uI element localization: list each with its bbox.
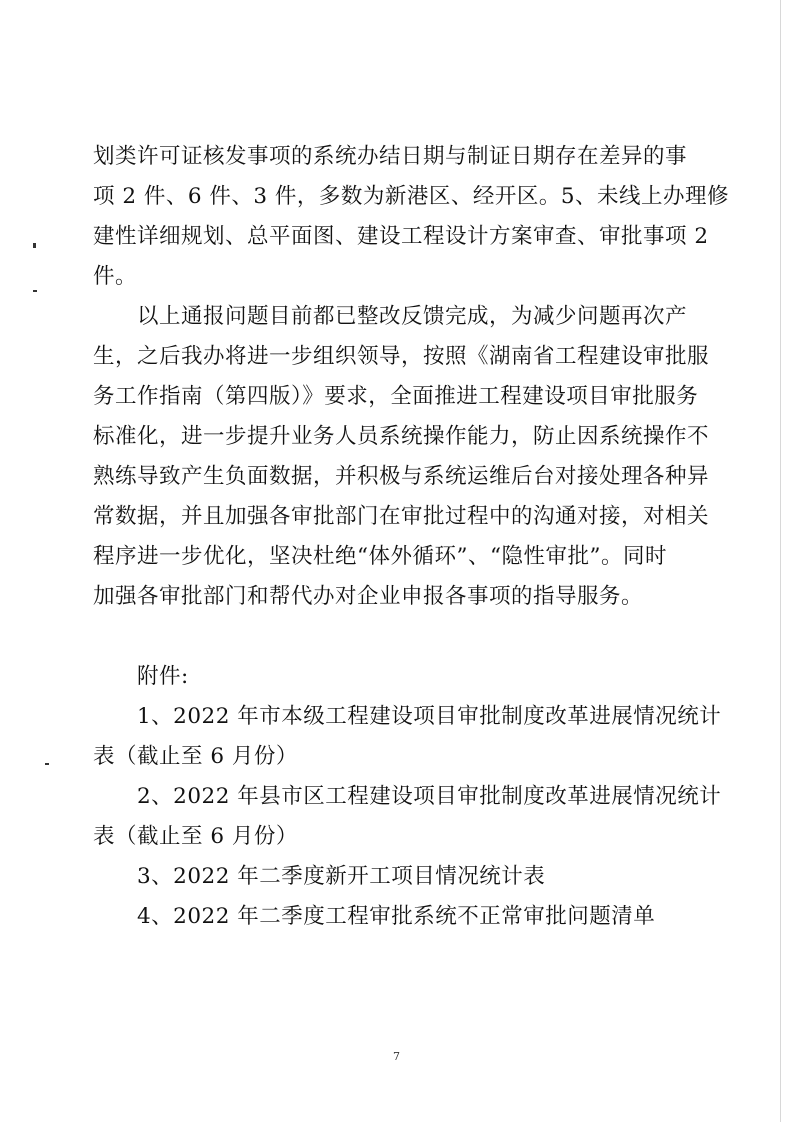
attachment-item-3: 3、2022 年二季度新开工项目情况统计表 [137,864,546,889]
paragraph-1-line-4: 件。 [93,264,138,289]
paragraph-2-line-2: 生，之后我办将进一步组织领导，按照《湖南省工程建设审批服 [93,344,710,369]
paragraph-2-line-5: 熟练导致产生负面数据，并积极与系统运维后台对接处理各种异 [93,464,710,489]
attachment-item-1-line-2: 表（截止至 6 月份） [93,744,298,769]
paragraph-1-line-1: 划类许可证核发事项的系统办结日期与制证日期存在差异的事 [93,144,688,169]
paragraph-1-line-3: 建性详细规划、总平面图、建设工程设计方案审查、审批事项 2 [93,224,709,249]
paragraph-1-line-2: 项 2 件、6 件、3 件，多数为新港区、经开区。5、未线上办理修 [93,184,730,209]
attachments-label: 附件: [137,664,189,689]
attachment-item-1-line-1: 1、2022 年市本级工程建设项目审批制度改革进展情况统计 [137,704,722,729]
scan-edge-line [780,0,781,1122]
attachment-item-2-line-2: 表（截止至 6 月份） [93,824,298,849]
paragraph-2-line-6: 常数据，并且加强各审批部门在审批过程中的沟通对接，对相关 [93,504,710,529]
attachment-item-4: 4、2022 年二季度工程审批系统不正常审批问题清单 [137,904,656,929]
paragraph-2-line-3: 务工作指南（第四版）》要求，全面推进工程建设项目审批服务 [93,384,699,409]
attachment-item-2-line-1: 2、2022 年县市区工程建设项目审批制度改革进展情况统计 [137,784,722,809]
scan-speck [33,243,36,248]
paragraph-2-line-4: 标准化，进一步提升业务人员系统操作能力，防止因系统操作不 [93,424,710,449]
scan-speck [33,290,37,292]
scan-speck [45,763,49,765]
paragraph-2-line-8: 加强各审批部门和帮代办对企业申报各事项的指导服务。 [93,584,644,609]
paragraph-2-line-1: 以上通报问题目前都已整改反馈完成，为减少问题再次产 [137,304,688,329]
paragraph-2-line-7: 程序进一步优化，坚决杜绝“体外循环”、“隐性审批”。同时 [93,544,667,569]
page-number: 7 [393,1050,400,1063]
